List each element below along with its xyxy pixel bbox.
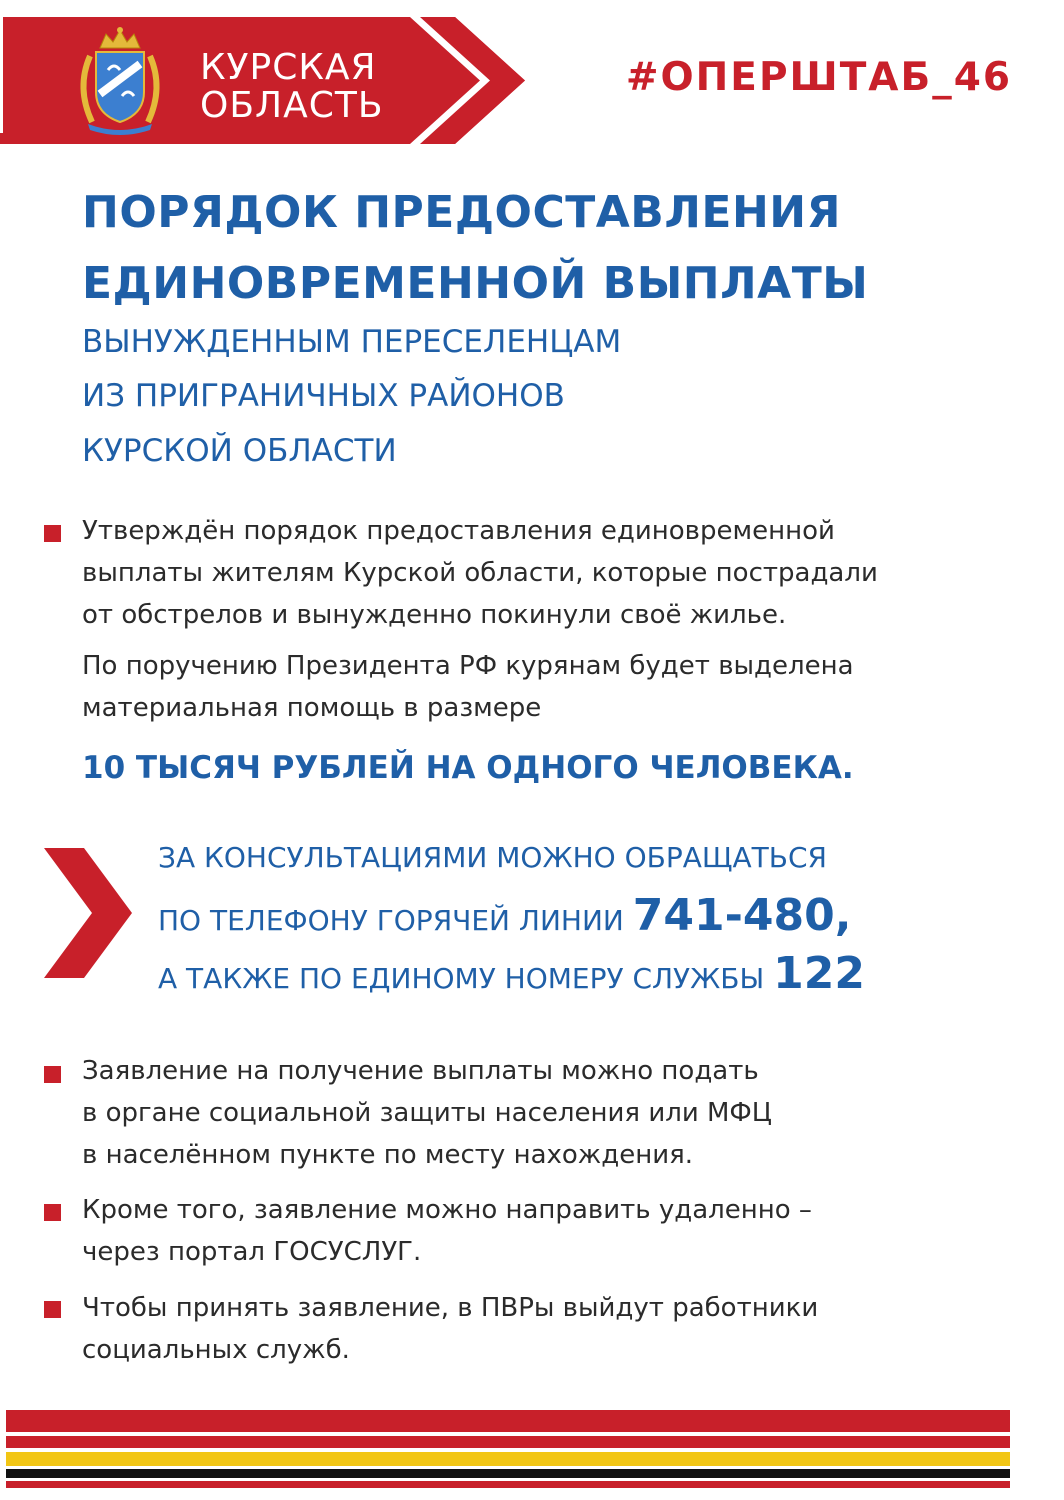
contacts-line2: [158, 890, 852, 941]
intro-line: выплаты жителям Курской области, которые пострадали: [82, 558, 878, 588]
bullet-line: через портал ГОСУСЛУГ.: [82, 1237, 422, 1267]
bullet-line: Кроме того, заявление можно направить удаленно –: [82, 1195, 812, 1225]
intro-second-paragraph: [82, 645, 854, 729]
service-number: 122: [773, 948, 865, 999]
intro-second-line: материальная помощь в размере: [82, 693, 542, 723]
hotline-number: 741-480,: [632, 890, 852, 941]
footer-stripe-red: [6, 1410, 1010, 1432]
page-title-line1: ПОРЯДОК ПРЕДОСТАВЛЕНИЯ: [82, 187, 841, 238]
bullet-line: Заявление на получение выплаты можно подать: [82, 1056, 759, 1086]
contacts-line3-text: А ТАКЖЕ ПО ЕДИНОМУ НОМЕРУ СЛУЖБЫ: [158, 962, 774, 995]
region-name-line1: КУРСКАЯ: [200, 47, 377, 88]
bullet-square-icon: [44, 1066, 61, 1083]
footer-stripe-red: [6, 1481, 1010, 1488]
coat-of-arms-icon: [70, 26, 170, 136]
footer-stripe-yellow: [6, 1452, 1010, 1466]
region-name-line2: ОБЛАСТЬ: [200, 85, 384, 126]
contacts-line2-text: ПО ТЕЛЕФОНУ ГОРЯЧЕЙ ЛИНИИ: [158, 904, 633, 937]
subtitle-line1: ВЫНУЖДЕННЫМ ПЕРЕСЕЛЕНЦАМ: [82, 324, 622, 360]
bullet-square-icon: [44, 1204, 61, 1221]
bullet-square-icon: [44, 1301, 61, 1318]
bullet-line: в населённом пункте по месту нахождения.: [82, 1140, 693, 1170]
intro-second-line: По поручению Президента РФ курянам будет выделена: [82, 651, 854, 681]
bullet-line: Чтобы принять заявление, в ПВРы выйдут работники: [82, 1293, 819, 1323]
chevron-right-icon: [44, 848, 132, 978]
bullet-line: в органе социальной защиты населения или МФЦ: [82, 1098, 772, 1128]
bullet-item: [82, 1050, 772, 1176]
subtitle-line3: КУРСКОЙ ОБЛАСТИ: [82, 433, 397, 469]
bullet-item: [82, 1287, 818, 1371]
contacts-line1: ЗА КОНСУЛЬТАЦИЯМИ МОЖНО ОБРАЩАТЬСЯ: [158, 841, 827, 874]
intro-line: Утверждён порядок предоставления единовременной: [82, 516, 835, 546]
bullet-line: социальных служб.: [82, 1335, 350, 1365]
hashtag: #ОПЕРШТАБ_46: [625, 55, 1012, 100]
bullet-square-icon: [44, 525, 61, 542]
footer-stripe-black: [6, 1469, 1010, 1478]
bullet-item: [82, 1189, 812, 1273]
intro-line: от обстрелов и вынужденно покинули своё жилье.: [82, 600, 787, 630]
page-title-line2: ЕДИНОВРЕМЕННОЙ ВЫПЛАТЫ: [82, 258, 869, 309]
contacts-line3: [158, 948, 865, 999]
subtitle-line2: ИЗ ПРИГРАНИЧНЫХ РАЙОНОВ: [82, 378, 565, 414]
payment-amount-highlight: 10 ТЫСЯЧ РУБЛЕЙ НА ОДНОГО ЧЕЛОВЕКА.: [82, 750, 854, 786]
intro-paragraph: [82, 510, 878, 636]
footer-stripe-red: [6, 1436, 1010, 1448]
